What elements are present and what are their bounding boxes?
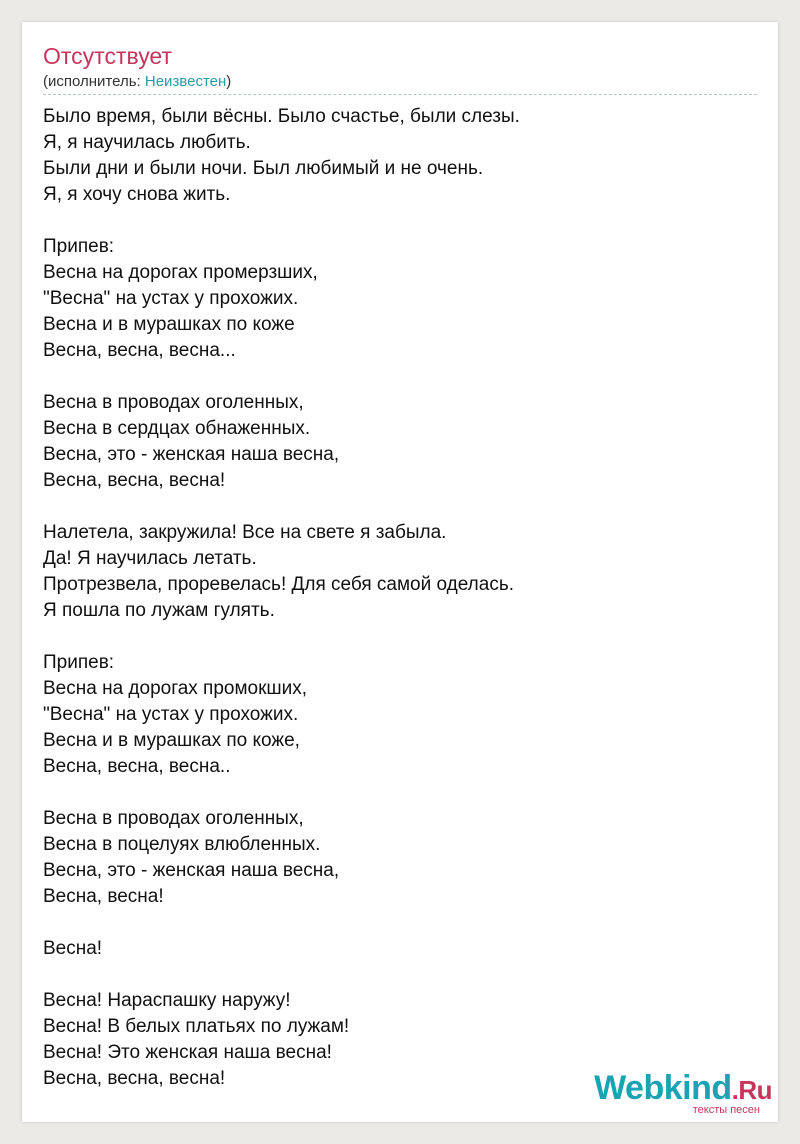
song-title: Отсутствует xyxy=(43,43,172,69)
lyrics-blank-line xyxy=(43,962,757,988)
lyrics-page xyxy=(22,22,778,1122)
lyrics-line: Было время, были вёсны. Было счастье, были слезы. xyxy=(43,106,520,127)
lyrics-line: Весна, весна, весна! xyxy=(43,470,226,491)
lyrics-line: Я, я научилась любить. xyxy=(43,132,251,153)
artist-link[interactable]: Неизвестен xyxy=(144,73,227,90)
artist-suffix: ) xyxy=(226,73,232,90)
lyrics-blank-line xyxy=(43,364,757,390)
logo-subtitle: тексты песен xyxy=(692,1104,760,1116)
lyrics-line: Весна, весна, весна.. xyxy=(43,756,231,777)
lyrics-line: Весна на дорогах промерзших, xyxy=(43,262,318,283)
lyrics-line: Налетела, закружила! Все на свете я забыла. xyxy=(43,522,447,543)
lyrics-line: Весна в проводах оголенных, xyxy=(43,808,304,829)
lyrics-line: "Весна" на устах у прохожих. xyxy=(43,704,299,725)
lyrics-blank-line xyxy=(43,494,757,520)
lyrics-line: Весна в проводах оголенных, xyxy=(43,392,304,413)
artist-prefix: (исполнитель: xyxy=(43,73,145,90)
lyrics-line: Весна! В белых платьях по лужам! xyxy=(43,1016,350,1037)
lyrics-blank-line xyxy=(43,780,757,806)
lyrics-line: Весна в сердцах обнаженных. xyxy=(43,418,311,439)
lyrics-blank-line xyxy=(43,208,757,234)
lyrics-line: Весна в поцелуях влюбленных. xyxy=(43,834,321,855)
lyrics-line: Да! Я научилась летать. xyxy=(43,548,257,569)
lyrics-text xyxy=(43,104,757,1092)
lyrics-line: Были дни и были ночи. Был любимый и не очень. xyxy=(43,158,484,179)
lyrics-line: Весна и в мурашках по коже xyxy=(43,314,295,335)
lyrics-line: Припев: xyxy=(43,236,115,257)
lyrics-line: Весна на дорогах промокших, xyxy=(43,678,308,699)
lyrics-line: "Весна" на устах у прохожих. xyxy=(43,288,299,309)
site-logo[interactable] xyxy=(572,1068,772,1118)
lyrics-line: Припев: xyxy=(43,652,115,673)
lyrics-line: Весна! xyxy=(43,938,103,959)
title-divider xyxy=(43,94,757,95)
logo-tld: .Ru xyxy=(731,1075,772,1105)
lyrics-blank-line xyxy=(43,910,757,936)
lyrics-line: Весна, весна, весна! xyxy=(43,1068,226,1089)
lyrics-line: Весна и в мурашках по коже, xyxy=(43,730,300,751)
lyrics-line: Весна, весна, весна... xyxy=(43,340,236,361)
lyrics-line: Весна! Нараспашку наружу! xyxy=(43,990,291,1011)
lyrics-blank-line xyxy=(43,624,757,650)
lyrics-line: Весна, это - женская наша весна, xyxy=(43,444,340,465)
lyrics-line: Весна, весна! xyxy=(43,886,164,907)
lyrics-line: Протрезвела, проревелась! Для себя самой оделась. xyxy=(43,574,515,595)
lyrics-line: Весна, это - женская наша весна, xyxy=(43,860,340,881)
lyrics-line: Весна! Это женская наша весна! xyxy=(43,1042,332,1063)
lyrics-line: Я, я хочу снова жить. xyxy=(43,184,231,205)
logo-word: Webkind xyxy=(594,1069,732,1107)
artist-line xyxy=(43,72,231,92)
lyrics-line: Я пошла по лужам гулять. xyxy=(43,600,275,621)
